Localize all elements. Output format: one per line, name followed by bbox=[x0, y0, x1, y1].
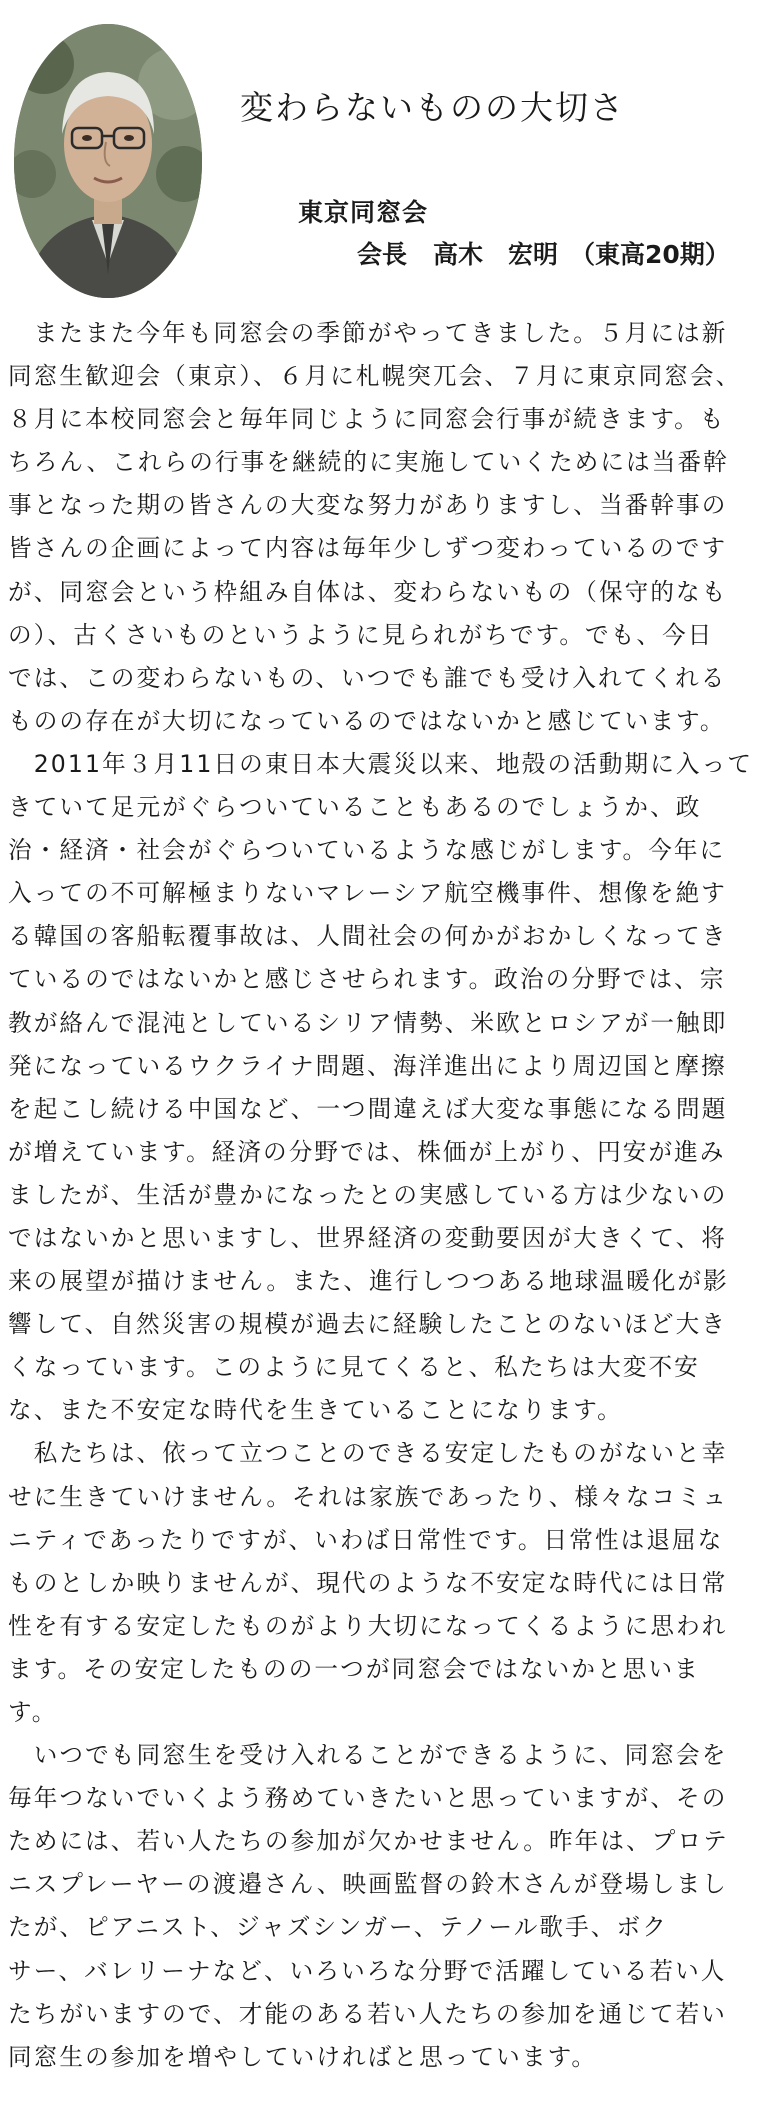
body-line: いつでも同窓生を受け入れることができるように、同窓会を bbox=[8, 1741, 728, 1770]
body-line: せに生きていけません。それは家族であったり、様々なコミュ bbox=[8, 1482, 729, 1511]
body-line: たが、ピアニスト、ジャズシンガー、テノール歌手、ボク bbox=[8, 1913, 668, 1942]
body-line: 同窓生歓迎会（東京）、６月に札幌突兀会、７月に東京同窓会、 bbox=[8, 362, 742, 391]
body-line: たちがいますので、才能のある若い人たちの参加を通じて若い bbox=[8, 1999, 727, 2028]
body-line: ます。その安定したものの一つが同窓会ではないかと思いま bbox=[8, 1654, 700, 1683]
body-line: 2011年３月11日の東日本大震災以来、地殻の活動期に入って bbox=[8, 749, 754, 778]
body-line: 発になっているウクライナ問題、海洋進出により周辺国と摩擦 bbox=[8, 1051, 727, 1080]
body-line: サー、バレリーナなど、いろいろな分野で活躍している若い人 bbox=[8, 1956, 727, 1985]
body-line: またまた今年も同窓会の季節がやってきました。５月には新 bbox=[8, 319, 728, 347]
body-line: の）、古くさいものというように見られがちです。でも、今日 bbox=[8, 620, 714, 649]
body-line: 入っての不可解極まりないマレーシア航空機事件、想像を絶す bbox=[8, 879, 727, 908]
body-line: 性を有する安定したものがより大切になってくるように思われ bbox=[8, 1611, 728, 1640]
body-line: ちろん、これらの行事を継続的に実施していくためには当番幹 bbox=[8, 448, 729, 477]
author-byline bbox=[357, 235, 730, 271]
body-line: ものとしか映りませんが、現代のような不安定な時代には日常 bbox=[8, 1568, 728, 1597]
body-line: ためには、若い人たちの参加が欠かせません。昨年は、プロテ bbox=[8, 1827, 729, 1856]
body-line: 治・経済・社会がぐらついているような感じがします。今年に bbox=[8, 836, 726, 865]
body-line: くなっています。このように見てくると、私たちは大変不安 bbox=[8, 1353, 700, 1382]
body-line: ニティであったりですが、いわば日常性です。日常性は退屈な bbox=[8, 1525, 724, 1554]
body-line: る韓国の客船転覆事故は、人間社会の何かがおかしくなってき bbox=[8, 922, 728, 951]
author-role: 会長 bbox=[357, 240, 408, 269]
body-line: ものの存在が大切になっているのではないかと感じています。 bbox=[8, 706, 726, 735]
body-line: きていて足元がぐらついていることもあるのでしょうか、政 bbox=[8, 793, 702, 822]
body-line: を起こし続ける中国など、一つ間違えば大変な事態になる問題 bbox=[8, 1094, 728, 1123]
author-affiliation: （東高20期） bbox=[570, 240, 730, 269]
author-name: 高木 宏明 bbox=[433, 240, 559, 269]
body-line: 事となった期の皆さんの大変な努力がありますし、当番幹事の bbox=[8, 491, 728, 520]
body-line: が増えています。経済の分野では、株価が上がり、円安が進み bbox=[8, 1137, 726, 1166]
body-line: 来の展望が描けません。また、進行しつつある地球温暖化が影 bbox=[8, 1267, 729, 1296]
body-line: 毎年つないでいくよう務めていきたいと思っていますが、その bbox=[8, 1784, 728, 1813]
body-line: な、また不安定な時代を生きていることになります。 bbox=[8, 1396, 623, 1425]
author-photo bbox=[14, 24, 202, 298]
body-line: ニスプレーヤーの渡邉さん、映画監督の鈴木さんが登場しまし bbox=[8, 1870, 728, 1899]
body-line: ではないかと思いますし、世界経済の変動要因が大きくて、将 bbox=[8, 1223, 727, 1252]
body-line: 同窓生の参加を増やしていければと思っています。 bbox=[8, 2042, 598, 2071]
body-line: ましたが、生活が豊かになったとの実感している方は少ないの bbox=[8, 1180, 728, 1209]
article-title: 変わらないものの大切さ bbox=[240, 88, 625, 127]
body-line: が、同窓会という枠組み自体は、変わらないもの（保守的なも bbox=[8, 577, 728, 606]
body-line: では、この変わらないもの、いつでも誰でも受け入れてくれる bbox=[8, 663, 727, 692]
body-line: ているのではないかと感じさせられます。政治の分野では、宗 bbox=[8, 965, 726, 994]
body-line: 皆さんの企画によって内容は毎年少しずつ変わっているのです bbox=[8, 534, 728, 563]
article-body bbox=[8, 312, 754, 2079]
body-line: 響して、自然災害の規模が過去に経験したことのないほど大き bbox=[8, 1310, 727, 1339]
body-line: す。 bbox=[8, 1698, 58, 1726]
body-line: 教が絡んで混沌としているシリア情勢、米欧とロシアが一触即 bbox=[8, 1008, 728, 1037]
body-line: 私たちは、依って立つことのできる安定したものがないと幸 bbox=[8, 1439, 728, 1468]
organization-name: 東京同窓会 bbox=[298, 198, 429, 227]
body-line: ８月に本校同窓会と毎年同じように同窓会行事が続きます。も bbox=[8, 405, 726, 434]
author-portrait bbox=[14, 24, 202, 298]
